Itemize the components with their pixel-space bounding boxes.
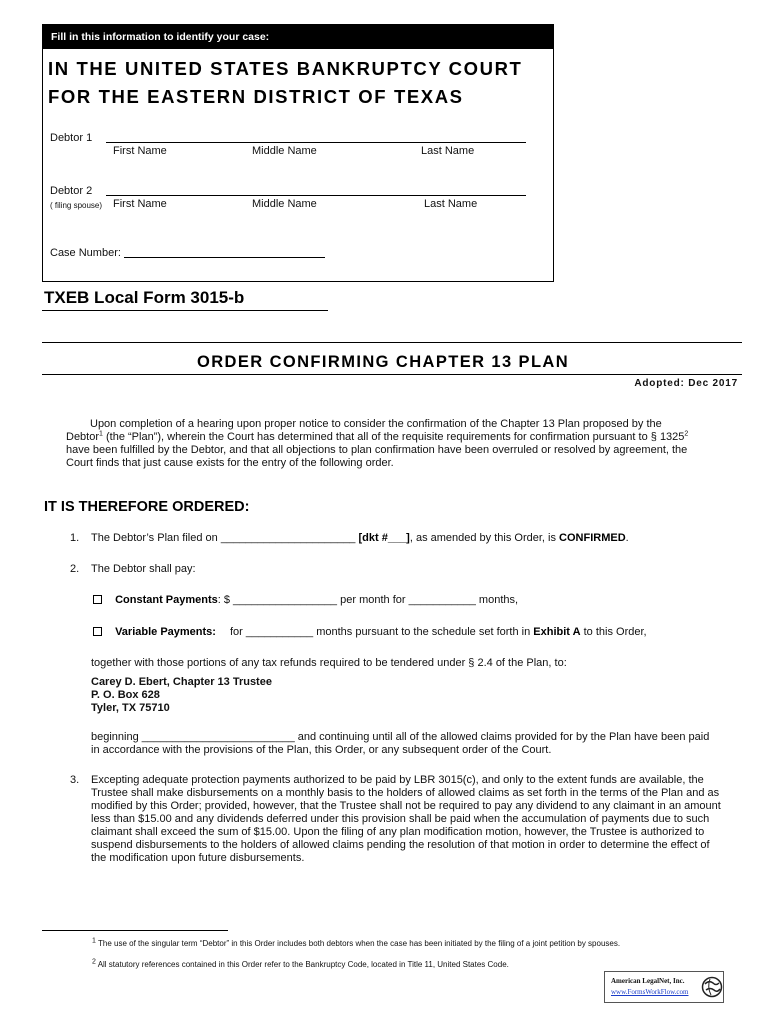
constant-payments-checkbox[interactable] [93, 595, 102, 604]
debtor1-last-name-label: Last Name [421, 145, 475, 157]
trustee-name: Carey D. Ebert, Chapter 13 Trustee [91, 676, 272, 688]
item-3-line-1: Excepting adequate protection payments authorized to be paid by LBR 3015(c), and only to the extent funds are available, the [91, 774, 704, 786]
variable-payments-checkbox[interactable] [93, 627, 102, 636]
item-1-text: The Debtor’s Plan filed on ______________________ [dkt #___], as amended by this Order, is CONFIRMED. [91, 532, 629, 544]
item-3-line-3: modified by this Order; provided, however, that the Trustee shall not be required to pay any dividend to any claimant in an amount [91, 800, 721, 812]
logo-url-link[interactable]: www.FormsWorkFlow.com [611, 988, 689, 996]
american-legalnet-logo [604, 971, 724, 1003]
item-3-line-4: less than $15.00 and any dividends deferred under this provision shall be paid when the accumulation of payments due to such [91, 813, 710, 825]
footnote-2: $^2$ All statutory references contained in this Order refer to the Bankruptcy Code, located in Title 11, United States Code. [92, 958, 509, 969]
debtor2-label: Debtor 2 [50, 185, 93, 197]
item-1-number: 1. [70, 532, 80, 544]
logo-company-name: American LegalNet, Inc. [611, 977, 685, 985]
debtor1-middle-name-label: Middle Name [252, 145, 317, 157]
court-name-line2: FOR THE EASTERN DISTRICT OF TEXAS [48, 86, 464, 107]
trustee-city: Tyler, TX 75710 [91, 702, 170, 714]
trustee-po-box: P. O. Box 628 [91, 689, 160, 701]
debtor1-name-field[interactable] [106, 142, 526, 143]
intro-line-1: Upon completion of a hearing upon proper notice to consider the confirmation of the Chapter 13 Plan proposed by the [90, 418, 662, 430]
case-box-header: Fill in this information to identify your case: [43, 25, 553, 49]
item-2-text: The Debtor shall pay: [91, 563, 196, 575]
case-number-label: Case Number: [50, 247, 121, 259]
item-3-line-5: claimant shall exceed the sum of $15.00. Upon the filing of any plan modification motion, however, the Trustee is authorized to [91, 826, 705, 838]
variable-payments-option[interactable]: Variable Payments: for ___________ months pursuant to the schedule set forth in Exhibit A to this Order, [93, 626, 647, 640]
form-id: TXEB Local Form 3015-b [44, 288, 245, 307]
globe-icon [701, 975, 723, 999]
constant-payments-option[interactable]: Constant Payments: $ _________________ per month for ___________ months, [93, 594, 518, 608]
item-3-line-2: Trustee shall make disbursements on a monthly basis to the holders of allowed claims as set forth in the terms of the Plan and as [91, 787, 720, 799]
item-2-number: 2. [70, 563, 80, 575]
debtor2-middle-name-label: Middle Name [252, 198, 317, 210]
beginning-line-2: in accordance with the provisions of the Plan, this Order, or any subsequent order of the Court. [91, 744, 552, 756]
case-number-field[interactable] [124, 257, 325, 258]
intro-line-2: Debtor$^1$ (the “Plan”), wherein the Court has determined that all of the requisite requirements for confirmation pursuant to § 1325$^2$ [66, 430, 689, 443]
footnote-separator [42, 930, 228, 931]
court-name-line1: IN THE UNITED STATES BANKRUPTCY COURT [48, 58, 523, 79]
footnote-1: $^1$ The use of the singular term “Debtor” in this Order includes both debtors when the case has been initiated by the filing of a joint petition by spouses. [92, 937, 621, 948]
form-id-underline [42, 310, 328, 311]
order-title: ORDER CONFIRMING CHAPTER 13 PLAN [197, 353, 570, 371]
item-3-number: 3. [70, 774, 80, 786]
intro-line-3: have been fulfilled by the Debtor, and that all objections to plan confirmation have been overruled or resolved by agreement, the [66, 444, 688, 456]
debtor1-label: Debtor 1 [50, 132, 93, 144]
debtor2-first-name-label: First Name [113, 198, 167, 210]
title-bottom-rule [42, 374, 742, 375]
debtor2-name-field[interactable] [106, 195, 526, 196]
debtor1-first-name-label: First Name [113, 145, 167, 157]
adopted-date: Adopted: Dec 2017 [634, 378, 738, 389]
intro-line-4: Court finds that just cause exists for the entry of the following order. [66, 457, 394, 469]
tax-refund-text: together with those portions of any tax refunds required to be tendered under § 2.4 of the Plan, to: [91, 657, 567, 669]
debtor2-last-name-label: Last Name [424, 198, 478, 210]
debtor2-sublabel: ( filing spouse) [50, 201, 103, 210]
beginning-line-1: beginning _________________________ and continuing until all of the allowed claims provided for by the Plan have been paid [91, 731, 710, 743]
item-3-line-7: the modification upon future disbursements. [91, 852, 305, 864]
item-3-line-6: suspend disbursements to the holders of allowed claims pending the resolution of that motion in order to determine the effect of [91, 839, 710, 851]
ordered-heading: IT IS THEREFORE ORDERED: [44, 499, 250, 515]
title-top-rule [42, 342, 742, 343]
